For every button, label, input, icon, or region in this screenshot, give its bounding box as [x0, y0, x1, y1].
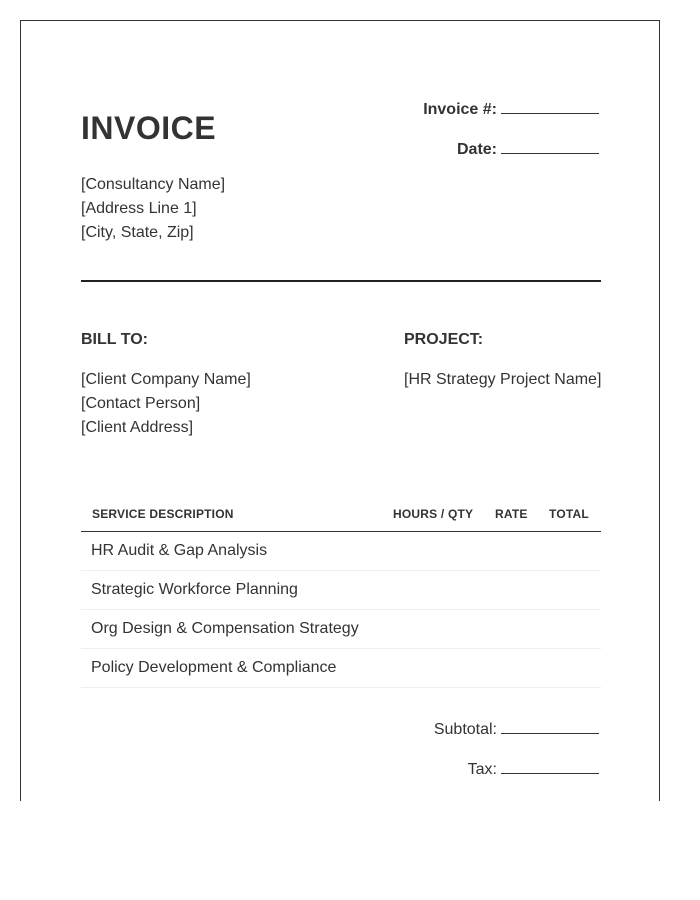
header-hours-qty: HOURS / QTY — [393, 507, 474, 521]
project-label: PROJECT: — [404, 331, 484, 348]
header-total: TOTAL — [549, 507, 589, 521]
bill-to-label: BILL TO: — [81, 331, 148, 348]
consultancy-city-state-zip: [City, State, Zip] — [81, 224, 194, 241]
subtotal-label: Subtotal: — [433, 721, 497, 738]
service-description: Policy Development & Compliance — [91, 659, 337, 676]
date-blank[interactable] — [501, 139, 599, 154]
service-description: HR Audit & Gap Analysis — [91, 542, 268, 559]
invoice-sheet — [20, 20, 660, 801]
invoice-number-blank[interactable] — [501, 99, 599, 114]
client-address: [Client Address] — [81, 419, 194, 436]
invoice-number-row — [299, 99, 599, 120]
client-contact-person: [Contact Person] — [81, 395, 201, 412]
bill-to-block — [81, 368, 251, 440]
subtotal-blank[interactable] — [501, 719, 599, 734]
project-name: [HR Strategy Project Name] — [404, 371, 602, 388]
invoice-title: INVOICE — [81, 110, 217, 146]
header-divider — [81, 280, 601, 282]
consultancy-name: [Consultancy Name] — [81, 176, 226, 193]
tax-row — [299, 759, 599, 780]
consultancy-address-block — [81, 173, 225, 245]
table-row — [81, 610, 601, 649]
header-rate: RATE — [495, 507, 528, 521]
consultancy-address-line1: [Address Line 1] — [81, 200, 197, 217]
date-label: Date: — [456, 141, 497, 158]
service-description: Org Design & Compensation Strategy — [91, 620, 359, 637]
header-service-description: SERVICE DESCRIPTION — [92, 507, 234, 521]
table-row — [81, 532, 601, 571]
table-header — [81, 501, 601, 532]
table-row — [81, 571, 601, 610]
service-description: Strategic Workforce Planning — [91, 581, 298, 598]
table-row — [81, 649, 601, 688]
subtotal-row — [299, 719, 599, 740]
services-table — [81, 501, 601, 688]
invoice-number-label: Invoice #: — [423, 101, 497, 118]
tax-label: Tax: — [467, 761, 497, 778]
tax-blank[interactable] — [501, 759, 599, 774]
client-company-name: [Client Company Name] — [81, 371, 251, 388]
date-row — [299, 139, 599, 160]
